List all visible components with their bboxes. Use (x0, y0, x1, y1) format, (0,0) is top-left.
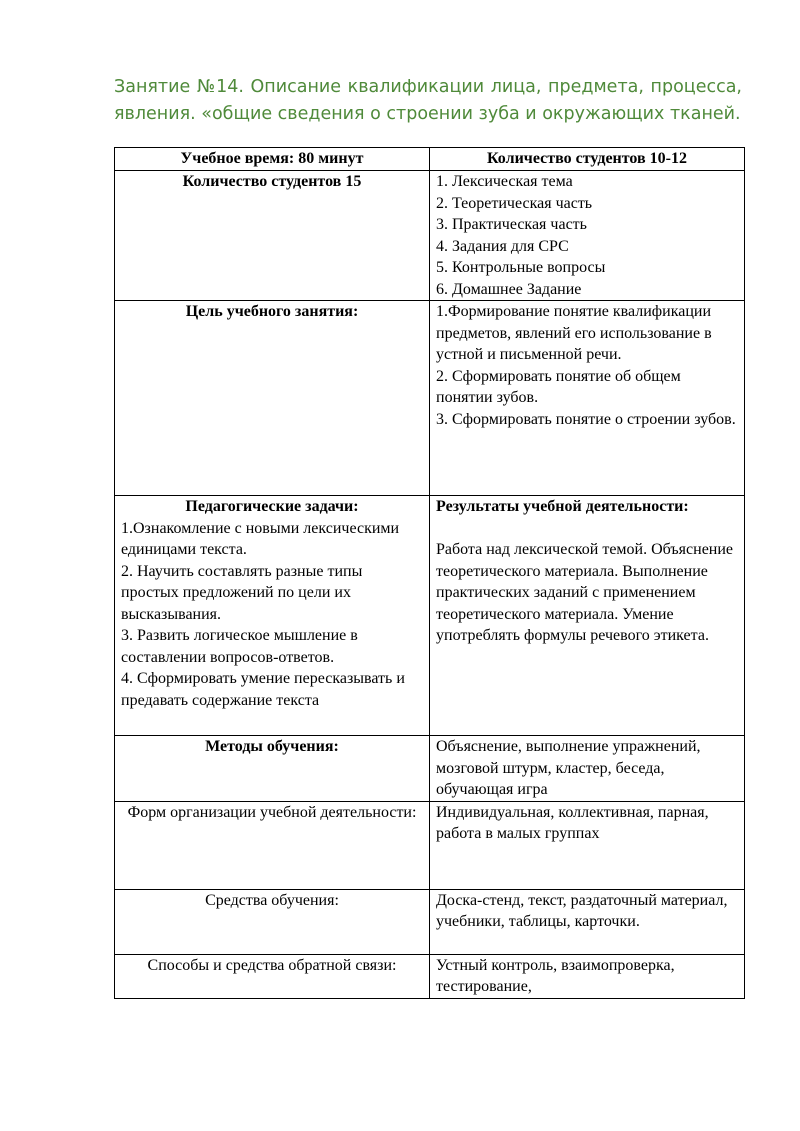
feedback-methods-cell: Устный контроль, взаимопроверка, тестирование, (430, 954, 745, 998)
list-item: 6. Домашнее Задание (436, 280, 582, 298)
student-count-cell: Количество студентов 10-12 (430, 148, 745, 171)
lesson-title: Занятие №14. Описание квалификации лица, предмета, процесса, явления. «общие сведения о строении зуба и окружающих тканей. (114, 77, 742, 124)
teaching-aids-label: Средства обучения: (115, 889, 430, 954)
list-item: 1. Лексическая тема (436, 173, 573, 190)
table-row (115, 801, 745, 889)
table-row (115, 171, 745, 301)
list-item: 2. Теоретическая часть (436, 194, 593, 212)
list-item: 1.Ознакомление с новыми лексическими единицами текста. (121, 519, 400, 558)
teaching-methods-label: Методы обучения: (115, 736, 430, 802)
table-row (115, 889, 745, 954)
lesson-structure-cell (430, 171, 745, 301)
table-row (115, 954, 745, 998)
teaching-aids-cell: Доска-стенд, текст, раздаточный материал, учебники, таблицы, карточки. (430, 889, 745, 954)
list-item: 4. Задания для СРС (436, 237, 569, 255)
learning-results-text: Работа над лексической темой. Объяснение теоретического материала. Выполнение практических заданий с применением теоретического материала. Умение употреблять формулы речевого этикета. (436, 541, 734, 644)
learning-results-heading: Результаты учебной деятельности: (436, 498, 689, 515)
list-item: 5. Контрольные вопросы (436, 259, 606, 276)
organization-form-cell: Индивидуальная, коллективная, парная, работа в малых группах (430, 801, 745, 889)
lesson-plan-table (114, 147, 745, 999)
table-row (115, 496, 745, 736)
study-time-cell: Учебное время: 80 минут (115, 148, 430, 171)
learning-results-cell (430, 496, 745, 736)
feedback-methods-label: Способы и средства обратной связи: (115, 954, 430, 998)
lesson-goal-cell (430, 301, 745, 496)
list-item: 3. Развить логическое мышление в составлении вопросов-ответов. (121, 627, 358, 666)
pedagogical-tasks-cell (115, 496, 430, 736)
list-item: 2. Научить составлять разные типы простых предложений по цели их высказывания. (121, 562, 363, 623)
list-item: 4. Сформировать умение пересказывать и предавать содержание текста (121, 670, 405, 709)
organization-form-label: Форм организации учебной деятельности: (115, 801, 430, 889)
list-item: 1.Формирование понятие квалификации предметов, явлений его использование в устной и письменной речи. (436, 303, 712, 363)
table-row (115, 148, 745, 171)
pedagogical-tasks-heading: Педагогические задачи: (185, 498, 359, 515)
list-item: 2. Сформировать понятие об общем понятии зубов. (436, 367, 681, 406)
student-count-15-cell: Количество студентов 15 (115, 171, 430, 301)
lesson-goal-label: Цель учебного занятия: (115, 301, 430, 496)
table-row (115, 736, 745, 802)
list-item: 3. Сформировать понятие о строении зубов. (436, 410, 736, 428)
list-item: 3. Практическая часть (436, 216, 587, 233)
table-row (115, 301, 745, 496)
teaching-methods-cell: Объяснение, выполнение упражнений, мозговой штурм, кластер, беседа, обучающая игра (430, 736, 745, 802)
